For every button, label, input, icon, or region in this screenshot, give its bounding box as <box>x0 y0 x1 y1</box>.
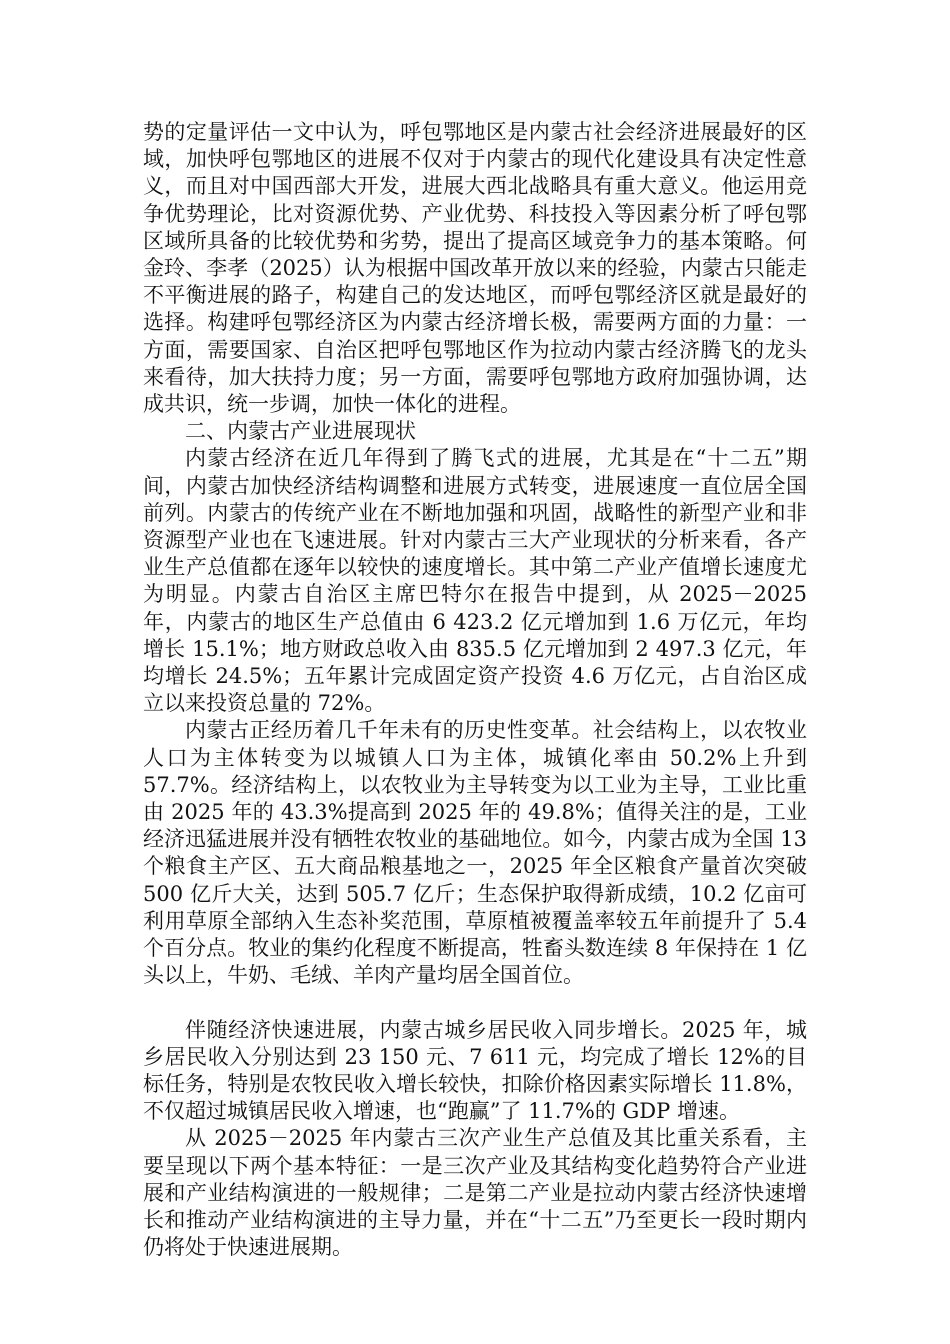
paragraph-historic-change: 内蒙古正经历着几千年未有的历史性变革。社会结构上，以农牧业人口为主体转变为以城镇人口为主体，城镇化率由 50.2%上升到 57.7%。经济结构上，以农牧业为主导转变为以工业为主导，工业比重由 2025 年的 43.3%提高到 2025 年的 49.8%；值得关注的是，工业经济迅猛进展并没有牺牲农牧业的基础地位。如今，内蒙古成为全国 13 个粮食主产区、五大商品粮基地之一，2025 年全区粮食产量首次突破 500 亿斤大关，达到 505.7 亿斤；生态保护取得新成绩，10.2 亿亩可利用草原全部纳入生态补奖范围，草原植被覆盖率较五年前提升了 5.4 个百分点。牧业的集约化程度不断提高，牲畜头数连续 8 年保持在 1 亿头以上，牛奶、毛绒、羊肉产量均居全国首位。 <box>143 718 807 988</box>
section-heading: 二、内蒙古产业进展现状 <box>185 419 416 444</box>
paragraph-income-growth: 伴随经济快速进展，内蒙古城乡居民收入同步增长。2025 年，城乡居民收入分别达到 23 150 元、7 611 元，均完成了增长 12%的目标任务，特别是农牧民收入增长较快，扣除价格因素实际增长 11.8%，不仅超过城镇居民收入增速，也“跑赢”了 11.7%的 GDP 增速。 <box>143 1017 807 1124</box>
paragraph-economy-growth: 内蒙古经济在近几年得到了腾飞式的进展，尤其是在“十二五”期间，内蒙古加快经济结构调整和进展方式转变，进展速度一直位居全国前列。内蒙古的传统产业在不断地加强和巩固，战略性的新型产业和非资源型产业也在飞速进展。针对内蒙古三大产业现状的分析来看，各产业生产总值都在逐年以较快的速度增长。其中第二产业产值增长速度尤为明显。内蒙古自治区主席巴特尔在报告中提到，从 2025－2025 年，内蒙古的地区生产总值由 6 423.2 亿元增加到 1.6 万亿元，年均增长 15.1%；地方财政总收入由 835.5 亿元增加到 2 497.3 亿元，年均增长 24.5%；五年累计完成固定资产投资 4.6 万亿元，占自治区成立以来投资总量的 72%。 <box>143 446 807 716</box>
paragraph-continuation: 势的定量评估一文中认为，呼包鄂地区是内蒙古社会经济进展最好的区域，加快呼包鄂地区的进展不仅对于内蒙古的现代化建设具有决定性意义，而且对中国西部大开发，进展大西北战略具有重大意义。他运用竞争优势理论，比对资源优势、产业优势、科技投入等因素分析了呼包鄂区域所具备的比较优势和劣势，提出了提高区域竞争力的基本策略。何金玲、李孝（2025）认为根据中国改革开放以来的经验，内蒙古只能走不平衡进展的路子，构建自己的发达地区，而呼包鄂经济区就是最好的选择。构建呼包鄂经济区为内蒙古经济增长极，需要两方面的力量：一方面，需要国家、自治区把呼包鄂地区作为拉动内蒙古经济腾飞的龙头来看待，加大扶持力度；另一方面，需要呼包鄂地方政府加强协调，达成共识，统一步调，加快一体化的进程。 <box>143 120 807 417</box>
paragraph-industry-features: 从 2025－2025 年内蒙古三次产业生产总值及其比重关系看，主要呈现以下两个基本特征：一是三次产业及其结构变化趋势符合产业进展和产业结构演进的一般规律；二是第二产业是拉动内蒙古经济快速增长和推动产业结构演进的主导力量，并在“十二五”乃至更长一段时期内仍将处于快速进展期。 <box>143 1126 807 1260</box>
document-body <box>143 119 807 1261</box>
